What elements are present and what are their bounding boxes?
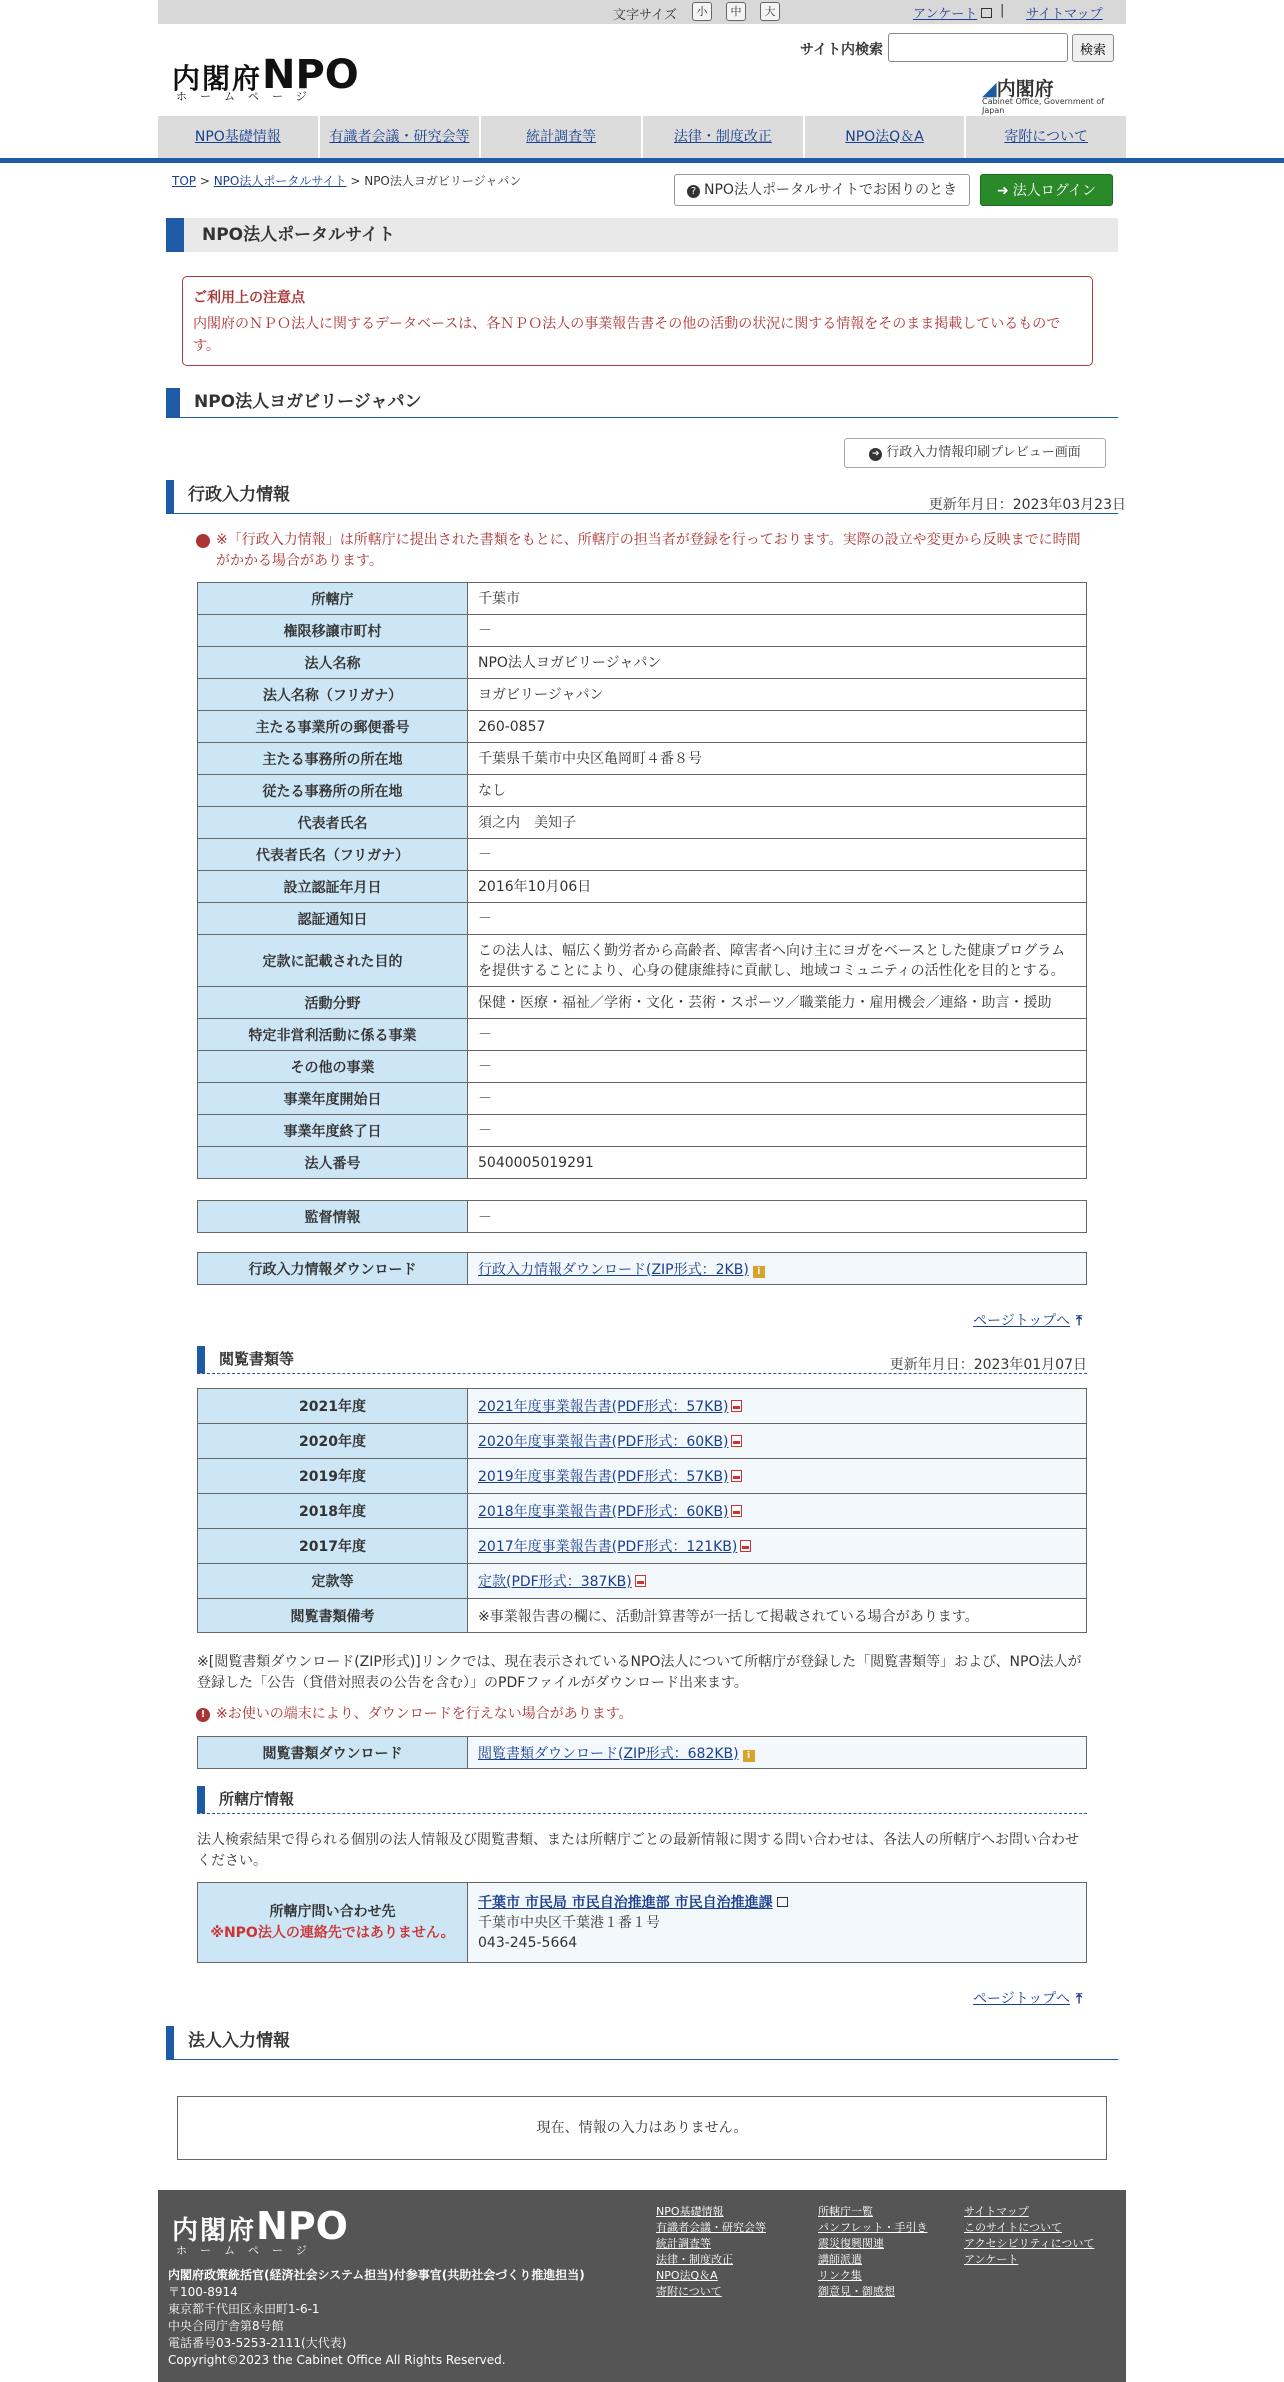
pdf-icon <box>635 1575 646 1587</box>
table-row <box>198 839 1087 871</box>
login-button-label: 法人ログイン <box>1012 183 1097 199</box>
pdf-icon <box>740 1540 751 1552</box>
table-cell: ※事業報告書の欄に、活動計算書等が一括して掲載されている場合があります。 <box>468 1599 1087 1633</box>
footer-links-col1 <box>656 2204 766 2300</box>
table-row <box>198 1883 1087 1963</box>
table-cell <box>468 1529 1087 1564</box>
authority-desc: 法人検索結果で得られる個別の法人情報及び閲覧書類、または所轄庁ごとの最新情報に関する問い合わせは、各法人の所轄庁へお問い合わせください。 <box>197 1832 1079 1869</box>
header-divider <box>0 158 1284 163</box>
global-nav <box>158 116 1126 158</box>
warning-icon: ! <box>196 1708 210 1722</box>
table-cell: － <box>468 1201 1087 1233</box>
report-pdf-link[interactable]: 2021年度事業報告書(PDF形式：57KB) <box>478 1399 729 1415</box>
notice-title: ご利用上の注意点 <box>193 290 305 306</box>
authority-address: 千葉市中央区千葉港１番１号 <box>478 1914 660 1931</box>
footer-link[interactable]: 御意見・御感想 <box>818 2285 895 2298</box>
footer-link[interactable]: NPO基礎情報 <box>656 2205 724 2218</box>
table-cell: 260-0857 <box>468 711 1087 743</box>
footer-logo-npo: NPO <box>256 2204 348 2248</box>
table-header-cell: 事業年度終了日 <box>198 1115 468 1147</box>
table-header-cell: 定款に記載された目的 <box>198 935 468 987</box>
table-cell <box>468 1389 1087 1424</box>
external-link-icon <box>981 8 992 18</box>
footer-link[interactable]: NPO法Q＆A <box>656 2269 718 2282</box>
table-row <box>198 1201 1087 1233</box>
table-cell: － <box>468 839 1087 871</box>
footer-address <box>168 2284 506 2369</box>
arrow-circle-icon: ➔ <box>869 448 882 461</box>
table-cell <box>468 1737 1087 1769</box>
table-row <box>198 583 1087 615</box>
table-row <box>198 615 1087 647</box>
logo-subtitle: ホームページ <box>176 90 320 103</box>
table-header-cell: 2021年度 <box>198 1389 468 1424</box>
docs-updated-date: 更新年月日：2023年01月07日 <box>889 1357 1087 1373</box>
table-cell: 2016年10月06日 <box>468 871 1087 903</box>
logo-text: 内閣府 <box>172 62 263 95</box>
table-row <box>198 1529 1087 1564</box>
footer-logo-subtitle: ホームページ <box>176 2244 320 2257</box>
breadcrumb-top[interactable]: TOP <box>172 174 197 188</box>
footer-link[interactable]: 統計調査等 <box>656 2237 711 2250</box>
table-row <box>198 871 1087 903</box>
help-button[interactable] <box>674 174 970 206</box>
table-cell: 保健・医療・福祉／学術・文化・芸術・スポーツ／職業能力・雇用機会／連絡・助言・援助 <box>468 987 1087 1019</box>
docs-download-link[interactable]: 閲覧書類ダウンロード(ZIP形式：682KB) <box>478 1745 739 1762</box>
cabinet-office-subtitle: Cabinet Office, Government of Japan <box>982 97 1105 115</box>
site-footer <box>158 2190 1126 2382</box>
page-top-link-label: ページトップへ <box>973 1991 1071 2007</box>
login-icon: ➜ <box>996 183 1009 199</box>
table-row <box>198 1424 1087 1459</box>
table-row <box>198 711 1087 743</box>
footer-link[interactable]: サイトマップ <box>964 2205 1029 2218</box>
authority-contact-link[interactable]: 千葉市 市民局 市民自治推進部 市民自治推進課 <box>478 1894 773 1911</box>
table-header-cell: 主たる事務所の所在地 <box>198 743 468 775</box>
table-header-cell: 設立認証年月日 <box>198 871 468 903</box>
site-header <box>158 24 1126 116</box>
survey-link-label: アンケート <box>913 7 978 22</box>
footer-link[interactable]: 所轄庁一覧 <box>818 2205 873 2218</box>
external-link-icon <box>777 1897 788 1907</box>
table-cell: NPO法人ヨガビリージャパン <box>468 647 1087 679</box>
admin-download-link[interactable]: 行政入力情報ダウンロード(ZIP形式：2KB) <box>478 1261 749 1278</box>
font-small-button[interactable]: 小 <box>692 2 712 21</box>
footer-link[interactable]: 講師派遣 <box>818 2253 862 2266</box>
table-header-cell: 閲覧書類ダウンロード <box>198 1737 468 1769</box>
nav-statistics[interactable]: 統計調査等 <box>481 116 643 158</box>
authority-heading: 所轄庁情報 <box>197 1786 1087 1814</box>
footer-link[interactable]: パンフレット・手引き <box>818 2221 928 2234</box>
footer-addr1: 東京都千代田区永田町1-6-1 <box>168 2302 320 2316</box>
table-row <box>198 1083 1087 1115</box>
docs-warning-text: ※お使いの端末により、ダウンロードを行えない場合があります。 <box>216 1706 633 1722</box>
authority-table <box>197 1882 1087 1963</box>
table-header-cell: 閲覧書類備考 <box>198 1599 468 1633</box>
print-preview-label: 行政入力情報印刷プレビュー画面 <box>886 445 1081 460</box>
supervision-table <box>197 1200 1087 1233</box>
table-row <box>198 1737 1087 1769</box>
nav-law-revision[interactable]: 法律・制度改正 <box>643 116 805 158</box>
admin-warning <box>190 530 1086 572</box>
table-header-cell: 法人番号 <box>198 1147 468 1179</box>
login-button[interactable] <box>980 174 1113 206</box>
table-cell: なし <box>468 775 1087 807</box>
table-row <box>198 1599 1087 1633</box>
docs-table <box>197 1388 1087 1633</box>
arrow-up-icon: ⤒ <box>1076 1313 1083 1329</box>
table-header-cell: 代表者氏名（フリガナ） <box>198 839 468 871</box>
authority-phone: 043-245-5664 <box>478 1934 578 1951</box>
table-cell <box>468 1459 1087 1494</box>
table-row <box>198 1115 1087 1147</box>
footer-link[interactable]: このサイトについて <box>964 2221 1063 2234</box>
footer-link[interactable]: 有識者会議・研究会等 <box>656 2221 766 2234</box>
footer-link[interactable]: 寄附について <box>656 2285 722 2298</box>
table-header-cell: 2017年度 <box>198 1529 468 1564</box>
search-label: サイト内検索 <box>800 42 884 58</box>
footer-link[interactable]: アクセシビリティについて <box>964 2237 1095 2250</box>
logo-npo-text: NPO <box>262 52 359 98</box>
table-row <box>198 1019 1087 1051</box>
docs-note: ※[閲覧書類ダウンロード(ZIP形式)]リンクでは、現在表示されているNPO法人について所轄庁が登録した「閲覧書類等」および、NPO法人が登録した「公告（貸借対照表の公告を含む）」のPDFファイルがダウンロード出来ます。 <box>197 1654 1082 1691</box>
page-title: NPO法人ポータルサイト <box>166 218 1118 252</box>
table-row <box>198 1051 1087 1083</box>
font-size-label: 文字サイズ <box>613 8 677 23</box>
footer-link[interactable]: アンケート <box>964 2253 1019 2266</box>
table-row <box>198 1147 1087 1179</box>
footer-link[interactable]: 法律・制度改正 <box>656 2253 733 2266</box>
link-separator: | <box>1000 3 1005 18</box>
contact-label: 所轄庁問い合わせ先 <box>269 1903 396 1920</box>
table-cell: － <box>468 903 1087 935</box>
footer-links-col2 <box>818 2204 927 2300</box>
arrow-up-icon: ⤒ <box>1076 1991 1083 2007</box>
table-header-cell: 代表者氏名 <box>198 807 468 839</box>
table-header-cell: 定款等 <box>198 1564 468 1599</box>
no-data-message: 現在、情報の入力はありません。 <box>177 2096 1107 2160</box>
table-cell: 千葉市 <box>468 583 1087 615</box>
table-cell <box>468 1883 1087 1963</box>
bird-icon: ◢ <box>982 78 997 100</box>
footer-links-col3 <box>964 2204 1094 2268</box>
nav-expert-meetings[interactable]: 有識者会議・研究会等 <box>320 116 482 158</box>
help-button-label: NPO法人ポータルサイトでお困りのとき <box>704 182 957 198</box>
footer-link[interactable]: リンク集 <box>818 2269 862 2282</box>
footer-link[interactable]: 震災復興関連 <box>818 2237 884 2250</box>
pdf-icon <box>731 1435 742 1447</box>
table-header-cell <box>198 1883 468 1963</box>
report-pdf-link[interactable]: 2018年度事業報告書(PDF形式：60KB) <box>478 1504 729 1520</box>
table-header-cell: 特定非営利活動に係る事業 <box>198 1019 468 1051</box>
page-top-link-label: ページトップへ <box>973 1313 1071 1329</box>
docs-heading: 閲覧書類等 <box>197 1346 1087 1374</box>
nav-donation[interactable]: 寄附について <box>1004 129 1089 145</box>
table-cell: この法人は、幅広く勤労者から高齢者、障害者へ向け主にヨガをベースとした健康プログラムを提供することにより、心身の健康維持に貢献し、地域コミュニティの活性化を目的とする。 <box>468 935 1087 987</box>
contact-warning: ※NPO法人の連絡先ではありません。 <box>210 1924 455 1941</box>
utility-bar <box>158 0 1126 24</box>
footer-addr2: 中央合同庁舎第8号館 <box>168 2319 284 2333</box>
table-cell: 須之内 美知子 <box>468 807 1087 839</box>
page-top-link[interactable] <box>973 1988 1082 2008</box>
table-cell <box>468 1253 1087 1285</box>
report-pdf-link[interactable]: 2019年度事業報告書(PDF形式：57KB) <box>478 1469 729 1485</box>
font-medium-button[interactable]: 中 <box>726 2 746 21</box>
footer-tel: 電話番号03-5253-2111(大代表) <box>168 2336 347 2350</box>
table-cell <box>468 1564 1087 1599</box>
info-icon: i <box>753 1266 765 1278</box>
table-cell: － <box>468 1115 1087 1147</box>
report-pdf-link[interactable]: 2017年度事業報告書(PDF形式：121KB) <box>478 1539 738 1555</box>
docs-download-table <box>197 1736 1087 1769</box>
font-large-button[interactable]: 大 <box>760 2 780 21</box>
org-heading: NPO法人ヨガビリージャパン <box>166 388 1118 418</box>
search-button[interactable]: 検索 <box>1072 34 1114 62</box>
table-cell: － <box>468 1083 1087 1115</box>
table-row <box>198 1494 1087 1529</box>
breadcrumb-separator: > <box>196 174 214 188</box>
notice-body: 内閣府のＮＰＯ法人に関するデータベースは、各ＮＰＯ法人の事業報告書その他の活動の状況に関する情報をそのまま掲載しているものです。 <box>193 316 1061 354</box>
cabinet-office-logo-text: 内閣府 <box>996 78 1054 100</box>
table-row <box>198 903 1087 935</box>
survey-link[interactable] <box>913 3 992 22</box>
table-cell <box>468 1424 1087 1459</box>
table-row <box>198 1253 1087 1285</box>
admin-warning-text: ※「行政入力情報」は所轄庁に提出された書類をもとに、所轄庁の担当者が登録を行っております。実際の設立や変更から反映までに時間がかかる場合があります。 <box>216 532 1081 569</box>
admin-download-table <box>197 1252 1087 1285</box>
admin-info-heading: 行政入力情報 <box>166 480 1118 514</box>
table-header-cell: 2018年度 <box>198 1494 468 1529</box>
table-row <box>198 807 1087 839</box>
sitemap-link[interactable]: サイトマップ <box>1026 7 1103 22</box>
pdf-icon <box>731 1400 742 1412</box>
table-header-cell: 2019年度 <box>198 1459 468 1494</box>
admin-updated-date: 更新年月日：2023年03月23日 <box>928 497 1126 513</box>
table-header-cell: 法人名称 <box>198 647 468 679</box>
table-header-cell: 主たる事業所の郵便番号 <box>198 711 468 743</box>
table-header-cell: 監督情報 <box>198 1201 468 1233</box>
footer-logo-text: 内閣府 <box>172 2216 257 2246</box>
breadcrumb-portal[interactable]: NPO法人ポータルサイト <box>213 174 347 188</box>
table-header-cell: その他の事業 <box>198 1051 468 1083</box>
table-header-cell: 認証通知日 <box>198 903 468 935</box>
table-cell: － <box>468 615 1087 647</box>
table-cell: 5040005019291 <box>468 1147 1087 1179</box>
pdf-icon <box>731 1505 742 1517</box>
table-header-cell: 所轄庁 <box>198 583 468 615</box>
print-preview-button[interactable] <box>844 438 1106 468</box>
warning-icon: ! <box>196 534 210 548</box>
nav-npo-basics[interactable]: NPO基礎情報 <box>158 116 320 158</box>
table-row <box>198 775 1087 807</box>
table-header-cell: 事業年度開始日 <box>198 1083 468 1115</box>
page-top-link[interactable] <box>973 1310 1082 1330</box>
table-header-cell: 行政入力情報ダウンロード <box>198 1253 468 1285</box>
question-icon: ? <box>687 185 700 198</box>
usage-notice <box>182 276 1093 366</box>
report-pdf-link[interactable]: 定款(PDF形式：387KB) <box>478 1574 632 1590</box>
pdf-icon <box>731 1470 742 1482</box>
nav-npo-qa[interactable]: NPO法Q＆A <box>805 116 967 158</box>
breadcrumb-separator: > <box>346 174 365 188</box>
admin-info-table <box>197 582 1087 1179</box>
info-icon: i <box>743 1750 755 1762</box>
footer-org-name: 内閣府政策統括官(経済社会システム担当)付参事官(共助社会づくり推進担当) <box>168 2268 585 2282</box>
table-header-cell: 活動分野 <box>198 987 468 1019</box>
table-row <box>198 1389 1087 1424</box>
table-row <box>198 1459 1087 1494</box>
table-header-cell: 2020年度 <box>198 1424 468 1459</box>
breadcrumb-current: NPO法人ヨガビリージャパン <box>364 174 522 188</box>
footer-copyright: Copyright©2023 the Cabinet Office All Rights Reserved. <box>168 2353 506 2367</box>
corp-input-heading: 法人入力情報 <box>166 2026 1118 2060</box>
table-cell: － <box>468 1051 1087 1083</box>
table-row <box>198 1564 1087 1599</box>
table-cell <box>468 1494 1087 1529</box>
table-row <box>198 743 1087 775</box>
table-row <box>198 679 1087 711</box>
table-row <box>198 935 1087 987</box>
table-cell: － <box>468 1019 1087 1051</box>
report-pdf-link[interactable]: 2020年度事業報告書(PDF形式：60KB) <box>478 1434 729 1450</box>
table-row <box>198 647 1087 679</box>
table-header-cell: 従たる事務所の所在地 <box>198 775 468 807</box>
table-cell: 千葉県千葉市中央区亀岡町４番８号 <box>468 743 1087 775</box>
search-input[interactable] <box>888 33 1068 62</box>
footer-postal: 〒100-8914 <box>168 2285 238 2299</box>
table-header-cell: 権限移譲市町村 <box>198 615 468 647</box>
docs-warning <box>196 1704 633 1725</box>
table-header-cell: 法人名称（フリガナ） <box>198 679 468 711</box>
table-row <box>198 987 1087 1019</box>
breadcrumb <box>172 172 521 189</box>
table-cell: ヨガビリージャパン <box>468 679 1087 711</box>
